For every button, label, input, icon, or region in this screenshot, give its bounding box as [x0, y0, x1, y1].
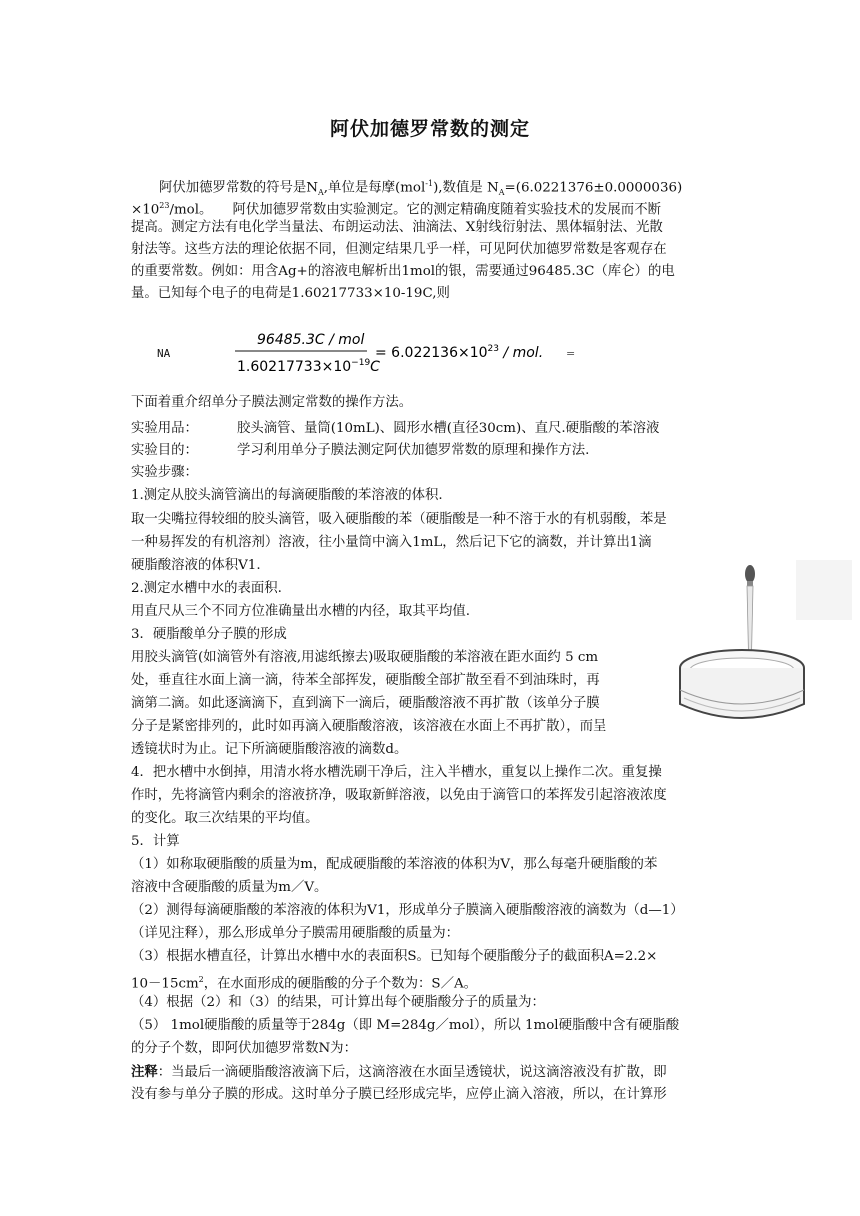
- calc-5-line-2: 的分子个数，即阿伏加德罗常数N为：: [131, 1041, 357, 1056]
- step-1-line-1: 取一尖嘴拉得较细的胶头滴管，吸入硬脂酸的苯（硬脂酸是一种不溶于水的有机弱酸，苯是: [131, 512, 667, 527]
- supplies-row: 实验用品： 胶头滴管、量筒(10mL)、圆形水槽(直径30cm)、直尺.硬脂酸的苯溶液: [131, 421, 660, 436]
- note-line-1: 注释：当最后一滴硬脂酸溶液滴下后，这滴溶液在水面呈透镜状，说这滴溶液没有扩散，即: [131, 1064, 667, 1080]
- intro-line-4: 射法等。这些方法的理论依据不同，但测定结果几乎一样，可见阿伏加德罗常数是客观存在: [131, 242, 667, 257]
- step-1-line-2: 一种易挥发的有机溶剂）溶液，往小量筒中滴入1mL，然后记下它的滴数，并计算出1滴: [131, 535, 652, 550]
- step-5-title: 5．计算: [131, 834, 180, 849]
- step-4-line-1: 4．把水槽中水倒掉，用清水将水槽洗刷干净后，注入半槽水，重复以上操作二次。重复操: [131, 765, 662, 780]
- intro-line-1: 阿伏加德罗常数的符号是$N_A$,单位是每摩(mol$^{-1}$),数值是 $N_A=(6.0221376\pm 0.0000036)$: [159, 179, 683, 198]
- calc-3-line-2: $10-15cm^2$，在水面形成的硬脂酸的分子个数为：S／A。: [131, 975, 478, 992]
- step-3-line-3: 滴第二滴。如此逐滴滴下，直到滴下一滴后，硬脂酸溶液不再扩散（该单分子膜: [131, 696, 600, 711]
- formula-numerator: 96485.3C / mol: [257, 332, 365, 348]
- intro-line-2: $\times 10^{23}$/mol。 阿伏加德罗常数由实验测定。它的测定精确度随着实验技术的发展而不断: [131, 201, 661, 218]
- step-2-line-1: 用直尺从三个不同方位准确量出水槽的内径，取其平均值.: [131, 604, 471, 619]
- calc-3-line-1: （3）根据水槽直径，计算出水槽中水的表面积S。已知每个硬脂酸分子的截面积A=2.2×: [131, 949, 658, 964]
- step-3-line-4: 分子是紧密排列的，此时如再滴入硬脂酸溶液，该溶液在水面上不再扩散），而呈: [131, 719, 607, 734]
- calc-1-line-2: 溶液中含硬脂酸的质量为m／V。: [131, 880, 328, 895]
- note-line-2: 没有参与单分子膜的形成。这时单分子膜已经形成完毕，应停止滴入溶液，所以，在计算形: [131, 1087, 667, 1102]
- step-1-title: 1.测定从胶头滴管滴出的每滴硬脂酸的苯溶液的体积.: [131, 488, 443, 503]
- steps-label: 实验步骤：: [131, 465, 198, 480]
- step-4-line-2: 作时，先将滴管内剩余的溶液挤净，吸取新鲜溶液，以免由于滴管口的苯挥发引起溶液浓度: [131, 788, 667, 803]
- calc-4-line-1: （4）根据（2）和（3）的结果，可计算出每个硬脂酸分子的质量为：: [131, 995, 545, 1010]
- method-intro: 下面着重介绍单分子膜法测定常数的操作方法。: [131, 395, 413, 410]
- purpose-row: 实验目的： 学习利用单分子膜法测定阿伏加德罗常数的原理和操作方法.: [131, 443, 590, 458]
- calc-2-line-1: （2）测得每滴硬脂酸的苯溶液的体积为V1，形成单分子膜滴入硬脂酸溶液的滴数为（d—1）: [131, 903, 684, 918]
- step-1-line-3: 硬脂酸溶液的体积V1.: [131, 558, 261, 573]
- formula-result: = $6.022136\times 10^{23}$ / mol.: [375, 344, 544, 361]
- step-4-line-3: 的变化。取三次结果的平均值。: [131, 811, 319, 826]
- step-3-line-5: 透镜状时为止。记下所滴硬脂酸溶液的滴数d。: [131, 742, 408, 757]
- calc-2-line-2: （详见注释），那么形成单分子膜需用硬脂酸的质量为：: [131, 926, 460, 941]
- formula-trailing-equals: =: [566, 347, 576, 360]
- formula-fraction: [233, 327, 563, 377]
- intro-line-6: 量。已知每个电子的电荷是1.60217733×10-19C,则: [131, 286, 450, 301]
- formula-na-label: NA: [157, 347, 171, 360]
- document-title: 阿伏加德罗常数的测定: [329, 118, 530, 140]
- intro-line-5: 的重要常数。例如：用含Ag+的溶液电解析出1mol的银，需要通过96485.3C（库仑）的电: [131, 264, 675, 279]
- avogadro-formula: [131, 327, 731, 377]
- intro-line-3: 提高。测定方法有电化学当量法、布朗运动法、油滴法、X射线衍射法、黑体辐射法、光散: [131, 220, 663, 235]
- step-3-title: 3．硬脂酸单分子膜的形成: [131, 627, 287, 642]
- step-2-title: 2.测定水槽中水的表面积.: [131, 581, 282, 596]
- calc-5-line-1: （5） 1mol硬脂酸的质量等于284g（即 M=284g／mol），所以 1mol硬脂酸中含有硬脂酸: [131, 1018, 680, 1033]
- dropper-and-trough-illustration: [674, 556, 854, 736]
- formula-denominator: $1.60217733\times 10^{-19}C$: [237, 358, 380, 375]
- step-3-line-2: 处，垂直往水面上滴一滴，待苯全部挥发，硬脂酸全部扩散至看不到油珠时，再: [131, 673, 600, 688]
- calc-1-line-1: （1）如称取硬脂酸的质量为m，配成硬脂酸的苯溶液的体积为V，那么每毫升硬脂酸的苯: [131, 857, 658, 872]
- step-3-line-1: 用胶头滴管(如滴管外有溶液,用滤纸擦去)吸取硬脂酸的苯溶液在距水面约 5 cm: [131, 650, 599, 665]
